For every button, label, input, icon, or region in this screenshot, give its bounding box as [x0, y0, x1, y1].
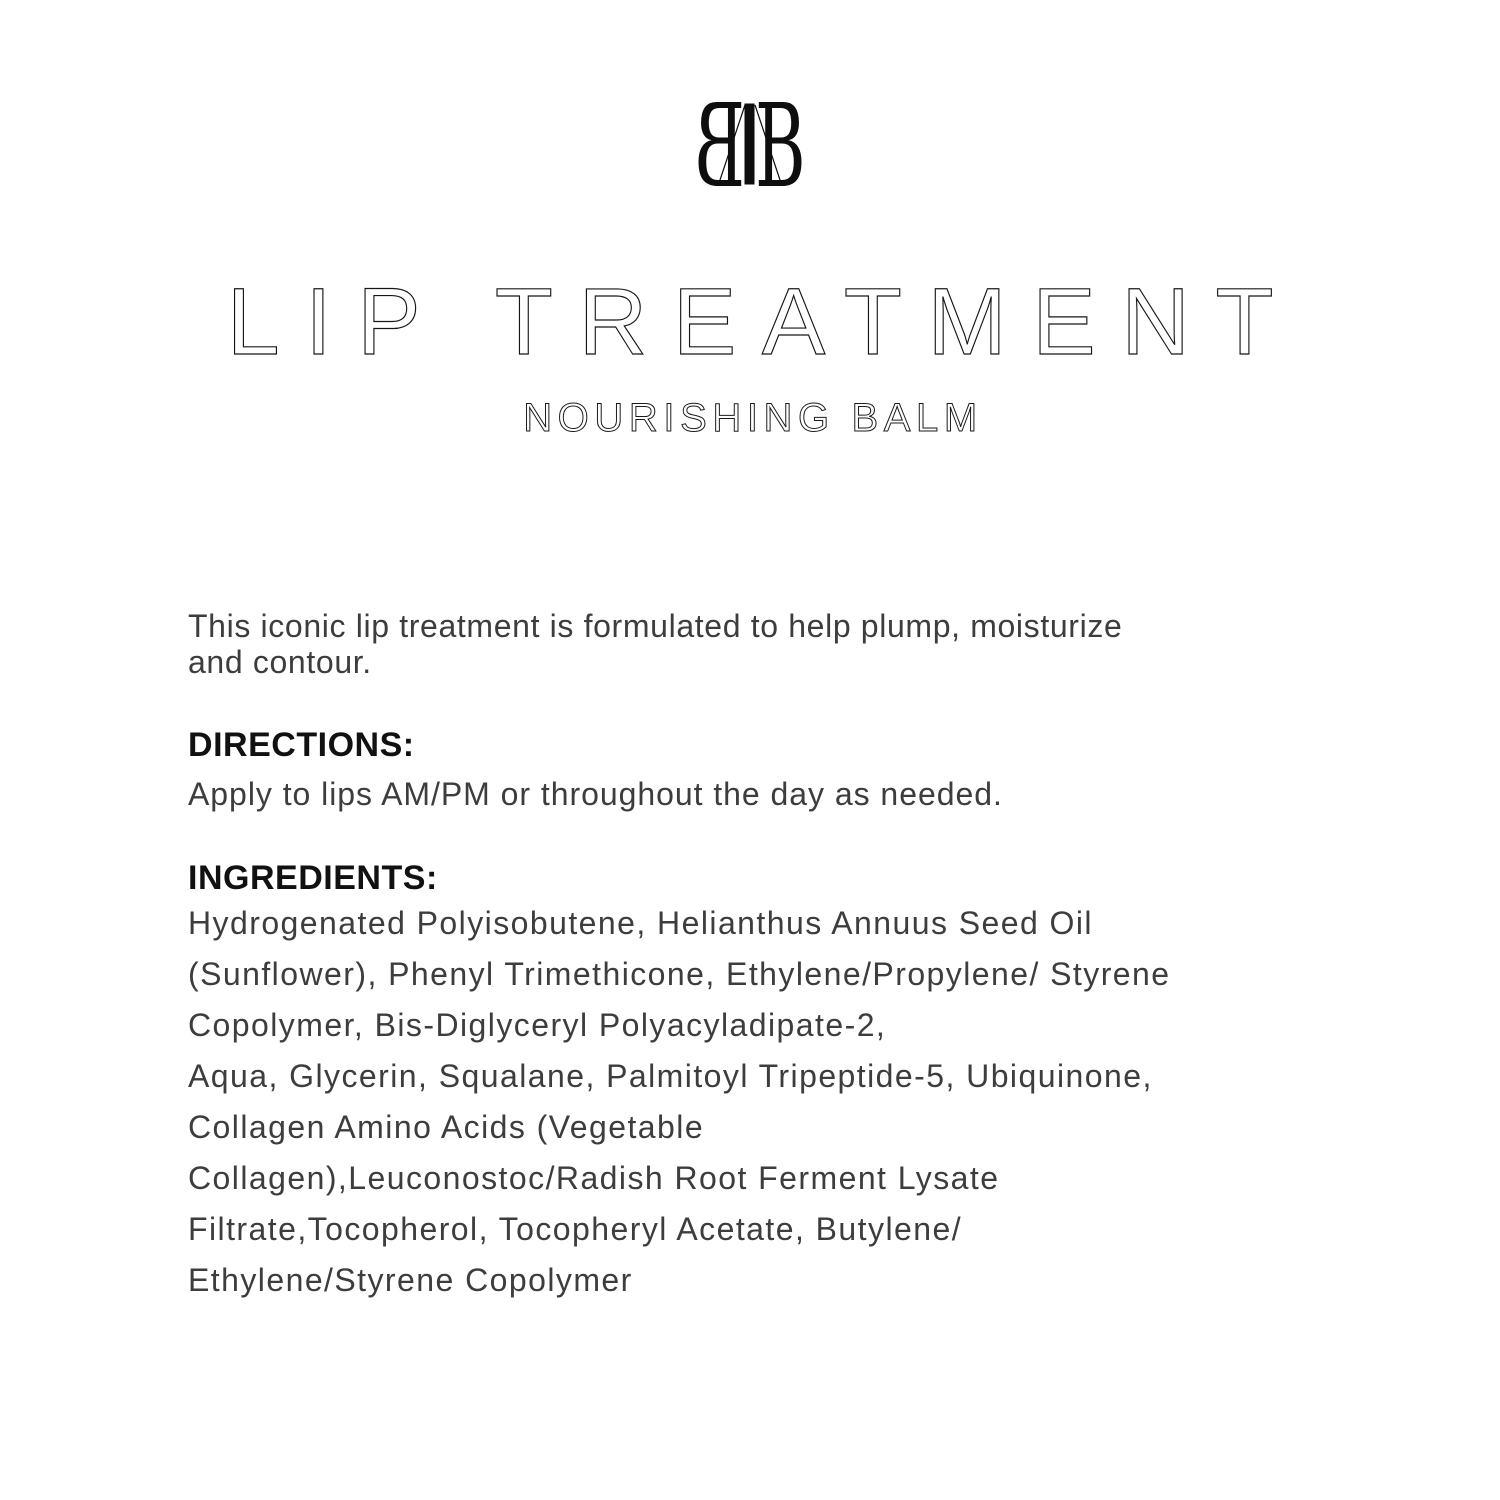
directions-text: Apply to lips AM/PM or throughout the day as needed.: [188, 776, 1003, 812]
ingredients-line: Hydrogenated Polyisobutene, Helianthus Annuus Seed Oil: [188, 905, 1093, 941]
product-title: LIP TREATMENT: [226, 269, 1300, 375]
product-subtitle: NOURISHING BALM: [523, 396, 983, 440]
ingredients-line: Filtrate,Tocopherol, Tocopheryl Acetate, Butylene/: [188, 1211, 963, 1247]
ingredients-line: Ethylene/Styrene Copolymer: [188, 1262, 633, 1298]
ingredients-heading: INGREDIENTS:: [188, 859, 438, 897]
directions-heading: DIRECTIONS:: [188, 726, 415, 764]
ingredients-line: Collagen Amino Acids (Vegetable: [188, 1109, 705, 1145]
product-details: [188, 608, 1378, 1306]
ingredients-line: Copolymer, Bis-Diglyceryl Polyacyladipate-2,: [188, 1007, 887, 1043]
ingredients-line: Collagen),Leuconostoc/Radish Root Ferment Lysate: [188, 1160, 1000, 1196]
logo-center-bar: [745, 104, 755, 185]
ingredients-list: [188, 898, 1378, 1306]
bb-monogram-icon: [696, 102, 804, 186]
description-line: This iconic lip treatment is formulated to help plump, moisturize: [188, 608, 1123, 644]
brand-logo: [696, 102, 804, 186]
ingredients-line: Aqua, Glycerin, Squalane, Palmitoyl Tripeptide-5, Ubiquinone,: [188, 1058, 1153, 1094]
logo-letter-b-right: B: [755, 102, 804, 186]
ingredients-line: (Sunflower), Phenyl Trimethicone, Ethylene/Propylene/ Styrene: [188, 956, 1171, 992]
description-line: and contour.: [188, 644, 372, 680]
logo-letter-b-left: B: [696, 102, 745, 186]
product-description: [188, 608, 1378, 680]
